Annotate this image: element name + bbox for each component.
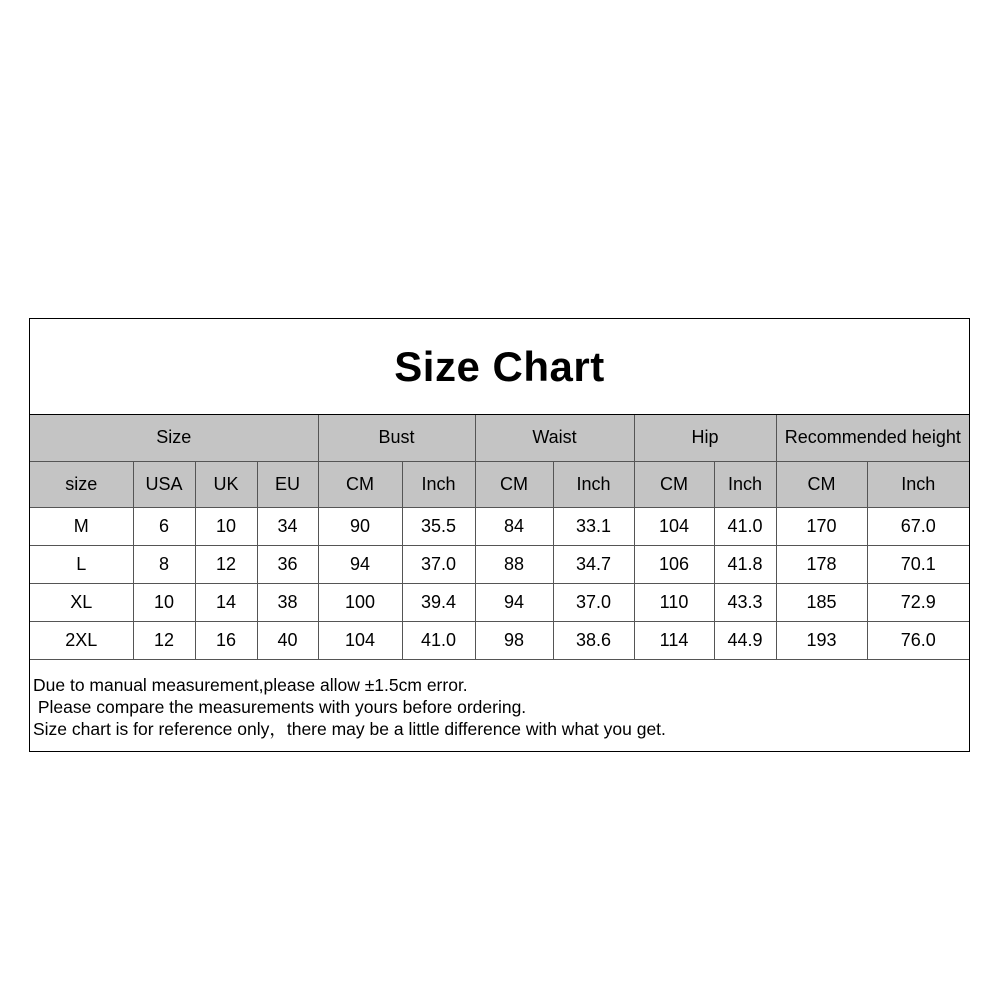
- table-cell: 16: [195, 621, 257, 659]
- table-cell: 114: [634, 621, 714, 659]
- group-header-bust: Bust: [318, 415, 475, 461]
- table-cell: 38: [257, 583, 318, 621]
- table-cell: 41.8: [714, 545, 776, 583]
- table-cell: 84: [475, 507, 553, 545]
- table-cell: 170: [776, 507, 867, 545]
- table-cell: 10: [195, 507, 257, 545]
- table-cell: 98: [475, 621, 553, 659]
- table-cell: 38.6: [553, 621, 634, 659]
- sub-header-row: [30, 461, 969, 507]
- table-cell: 41.0: [714, 507, 776, 545]
- notes: [30, 660, 969, 740]
- table-cell: L: [30, 545, 133, 583]
- table-cell: 100: [318, 583, 402, 621]
- table-cell: 72.9: [867, 583, 969, 621]
- sub-header-uk: UK: [195, 461, 257, 507]
- table-cell: 185: [776, 583, 867, 621]
- table-cell: 76.0: [867, 621, 969, 659]
- table-cell: M: [30, 507, 133, 545]
- table-cell: 43.3: [714, 583, 776, 621]
- table-cell: 12: [195, 545, 257, 583]
- table-cell: 70.1: [867, 545, 969, 583]
- note-line: Size chart is for reference only，there may be a little difference with what you get.: [33, 718, 666, 739]
- table-cell: 193: [776, 621, 867, 659]
- title-row: [30, 319, 969, 415]
- table-cell: 104: [634, 507, 714, 545]
- table-cell: 88: [475, 545, 553, 583]
- table-cell: 104: [318, 621, 402, 659]
- table-cell: 106: [634, 545, 714, 583]
- table-cell: 14: [195, 583, 257, 621]
- table-row: [30, 583, 969, 621]
- table-cell: 12: [133, 621, 195, 659]
- sub-header-size: size: [30, 461, 133, 507]
- table-cell: 37.0: [553, 583, 634, 621]
- table-row: [30, 545, 969, 583]
- table-cell: 94: [318, 545, 402, 583]
- table-row: [30, 621, 969, 659]
- sub-header-hip-cm: CM: [634, 461, 714, 507]
- sub-header-height-cm: CM: [776, 461, 867, 507]
- note-line: Due to manual measurement,please allow ±1.5cm error.: [33, 674, 468, 695]
- chart-title: Size Chart: [394, 342, 605, 390]
- table-cell: XL: [30, 583, 133, 621]
- size-chart: [29, 318, 970, 752]
- sub-header-bust-inch: Inch: [402, 461, 475, 507]
- size-table: [30, 415, 969, 660]
- group-header-row: [30, 415, 969, 461]
- table-cell: 44.9: [714, 621, 776, 659]
- sub-header-eu: EU: [257, 461, 318, 507]
- table-cell: 94: [475, 583, 553, 621]
- table-cell: 67.0: [867, 507, 969, 545]
- table-cell: 37.0: [402, 545, 475, 583]
- sub-header-hip-inch: Inch: [714, 461, 776, 507]
- sub-header-waist-inch: Inch: [553, 461, 634, 507]
- table-cell: 35.5: [402, 507, 475, 545]
- table-cell: 33.1: [553, 507, 634, 545]
- table-row: [30, 507, 969, 545]
- table-cell: 178: [776, 545, 867, 583]
- note-line: Please compare the measurements with yours before ordering.: [33, 696, 527, 717]
- table-cell: 10: [133, 583, 195, 621]
- table-cell: 36: [257, 545, 318, 583]
- group-header-size: Size: [30, 415, 318, 461]
- sub-header-waist-cm: CM: [475, 461, 553, 507]
- group-header-recommended-height: Recommended height: [776, 415, 969, 461]
- table-cell: 34.7: [553, 545, 634, 583]
- table-cell: 40: [257, 621, 318, 659]
- table-cell: 6: [133, 507, 195, 545]
- table-cell: 2XL: [30, 621, 133, 659]
- table-cell: 34: [257, 507, 318, 545]
- group-header-waist: Waist: [475, 415, 634, 461]
- table-cell: 41.0: [402, 621, 475, 659]
- table-cell: 39.4: [402, 583, 475, 621]
- table-cell: 90: [318, 507, 402, 545]
- table-cell: 8: [133, 545, 195, 583]
- sub-header-usa: USA: [133, 461, 195, 507]
- group-header-hip: Hip: [634, 415, 776, 461]
- sub-header-bust-cm: CM: [318, 461, 402, 507]
- table-cell: 110: [634, 583, 714, 621]
- sub-header-height-inch: Inch: [867, 461, 969, 507]
